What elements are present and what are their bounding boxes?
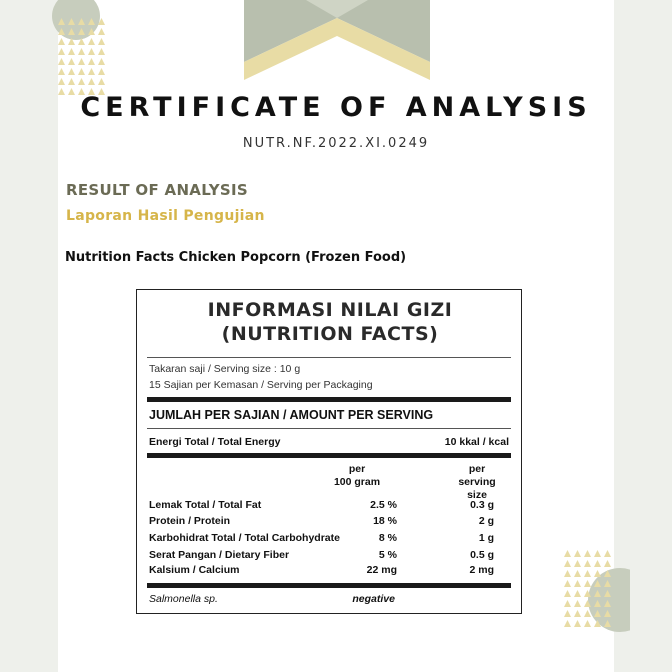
panel-title-line2: (NUTRITION FACTS)	[221, 323, 439, 345]
triangle-ornament	[574, 610, 581, 617]
nutrient-per-100g: 8 %	[378, 532, 397, 544]
triangle-ornament	[574, 570, 581, 577]
triangle-ornament	[594, 560, 601, 567]
nutrient-per-serving: 2 mg	[469, 564, 494, 576]
triangle-ornament	[564, 590, 571, 597]
nutrient-per-100g: 5 %	[378, 549, 397, 561]
triangle-ornament	[98, 78, 105, 85]
triangle-ornament	[58, 38, 65, 45]
triangle-ornament	[98, 48, 105, 55]
triangle-ornament	[58, 68, 65, 75]
nutrient-per-serving: 2 g	[478, 515, 494, 527]
energy-value: 10 kkal / kcal	[444, 436, 509, 448]
triangle-ornament	[78, 78, 85, 85]
triangle-ornament	[68, 58, 75, 65]
thick-divider	[147, 397, 511, 402]
col-per-serving-line2: serving size	[458, 476, 496, 501]
thick-divider	[147, 453, 511, 458]
energy-label: Energi Total / Total Energy	[149, 436, 281, 448]
nutrient-label: Lemak Total / Total Fat	[149, 499, 262, 511]
triangle-ornament	[88, 38, 95, 45]
certificate-number: NUTR.NF.2022.XI.0249	[242, 136, 430, 151]
triangle-ornament	[88, 78, 95, 85]
triangle-ornament	[88, 58, 95, 65]
triangle-ornament	[574, 580, 581, 587]
triangle-ornament	[68, 68, 75, 75]
triangle-ornament	[574, 620, 581, 627]
nutrient-label: Karbohidrat Total / Total Carbohydrate	[149, 532, 340, 544]
triangle-ornament	[584, 610, 591, 617]
nutrient-per-serving: 0.3 g	[470, 499, 494, 511]
triangle-ornament	[564, 600, 571, 607]
triangle-ornament	[574, 600, 581, 607]
triangle-ornament	[78, 68, 85, 75]
chevron-ornament	[244, 0, 430, 80]
triangle-ornament	[604, 550, 611, 557]
triangle-ornament	[564, 580, 571, 587]
triangle-pattern-top-left	[50, 0, 120, 100]
triangle-ornament	[604, 560, 611, 567]
triangle-ornament	[594, 570, 601, 577]
servings-per-pack: 15 Sajian per Kemasan / Serving per Packaging	[149, 379, 373, 391]
triangle-ornament	[98, 68, 105, 75]
col-per-serving-header	[447, 463, 507, 502]
divider	[147, 428, 511, 429]
nutrient-per-100g: 18 %	[373, 515, 397, 527]
nutrient-per-serving: 1 g	[478, 532, 494, 544]
nutrient-label: Kalsium / Calcium	[149, 564, 240, 576]
triangle-ornament	[78, 58, 85, 65]
triangle-ornament	[68, 48, 75, 55]
nutrient-per-100g: 2.5 %	[370, 499, 397, 511]
triangle-ornament	[68, 78, 75, 85]
triangle-ornament	[98, 58, 105, 65]
triangle-ornament	[58, 48, 65, 55]
result-heading: RESULT OF ANALYSIS	[66, 181, 248, 199]
triangle-ornament	[594, 550, 601, 557]
triangle-ornament	[584, 580, 591, 587]
panel-title-line1: INFORMASI NILAI GIZI	[207, 299, 453, 321]
triangle-ornament	[584, 550, 591, 557]
nutrient-label: Protein / Protein	[149, 515, 231, 527]
left-frame-border	[0, 0, 58, 672]
triangle-ornament	[58, 58, 65, 65]
certificate-title: CERTIFICATE OF ANALYSIS	[80, 92, 592, 123]
nutrient-per-100g: 22 mg	[366, 564, 397, 576]
nutrition-facts-panel	[136, 289, 522, 614]
triangle-ornament	[98, 38, 105, 45]
serving-size: Takaran saji / Serving size : 10 g	[149, 363, 301, 375]
col-per-serving-line1: per	[468, 463, 486, 475]
triangle-ornament	[584, 560, 591, 567]
triangle-ornament	[564, 570, 571, 577]
nutrient-per-serving: 0.5 g	[470, 549, 494, 561]
triangle-ornament	[58, 78, 65, 85]
result-subheading: Laporan Hasil Pengujian	[66, 208, 265, 224]
triangle-ornament	[88, 48, 95, 55]
divider	[147, 357, 511, 358]
col-per-100g-line2: 100 gram	[333, 476, 381, 488]
triangle-ornament	[564, 560, 571, 567]
triangle-ornament	[564, 550, 571, 557]
triangle-ornament	[574, 560, 581, 567]
col-per-100g-header	[317, 463, 397, 489]
triangle-ornament	[78, 48, 85, 55]
nutrient-label: Serat Pangan / Dietary Fiber	[149, 549, 290, 561]
triangle-ornament	[88, 68, 95, 75]
triangle-ornament	[574, 550, 581, 557]
amount-per-serving-heading: JUMLAH PER SAJIAN / AMOUNT PER SERVING	[149, 408, 434, 422]
triangle-ornament	[584, 570, 591, 577]
thick-divider	[147, 583, 511, 588]
product-subject: Nutrition Facts Chicken Popcorn (Frozen Food)	[65, 250, 407, 265]
triangle-ornament	[98, 28, 105, 35]
micro-test-value: negative	[352, 593, 395, 605]
triangle-ornament	[584, 620, 591, 627]
micro-test-label: Salmonella sp.	[149, 593, 218, 605]
triangle-ornament	[574, 590, 581, 597]
triangle-ornament	[564, 620, 571, 627]
col-per-100g-line1: per	[348, 463, 366, 475]
triangle-pattern-bottom-right	[560, 540, 630, 640]
triangle-ornament	[564, 610, 571, 617]
